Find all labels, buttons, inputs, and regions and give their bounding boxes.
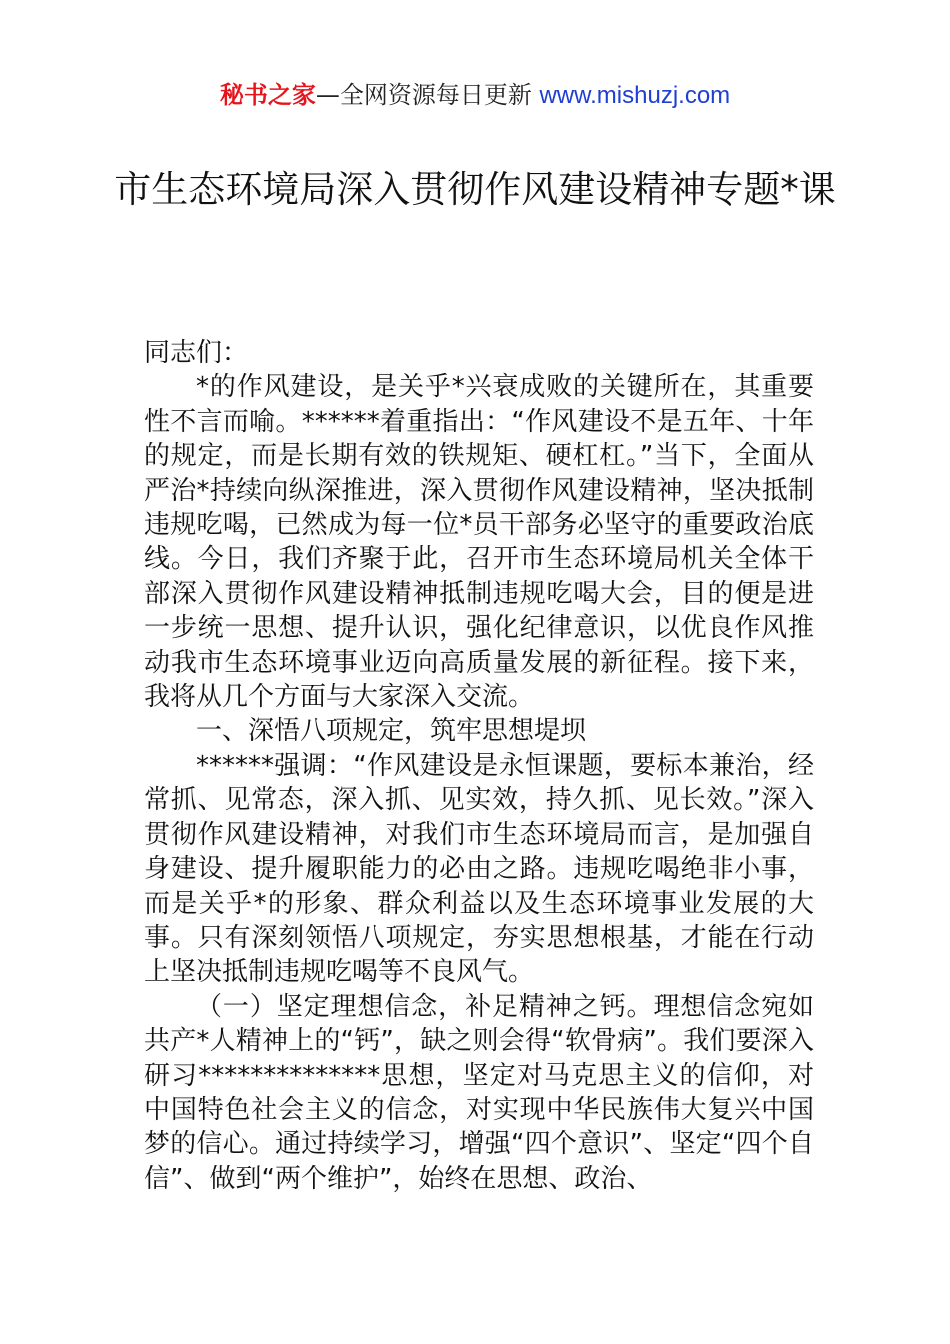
salutation: 同志们： xyxy=(144,338,249,368)
site-header xyxy=(0,78,950,113)
paragraph-section-1: ******强调：“作风建设是永恒课题，要标本兼治，经常抓、见常态，深入抓、见实效，持久抓、见长效。”深入贯彻作风建设精神，对我们市生态环境局而言，是加强自身建设、提升履职能力的必由之路。违规吃喝绝非小事，而是关乎*的形象、群众利益以及生态环境事业发展的大事。只有深刻领悟八项规定，夯实思想根基，才能在行动上坚决抵制违规吃喝等不良风气。 xyxy=(144,750,814,988)
section-heading-1: 一、深悟八项规定，筑牢思想堤坝 xyxy=(196,716,587,747)
document-body xyxy=(144,336,814,1196)
paragraph-subsection-1: （一）坚定理想信念，补足精神之钙。理想信念宛如共产*人精神上的“钙”，缺之则会得“软骨病”。我们要深入研习**************思想，坚定对马克思主义的信仰，对中国特色社会主义的信念，对实现中华民族伟大复兴中国梦的信心。通过持续学习，增强“四个意识”、坚定“四个自信”、做到“两个维护”，始终在思想、政治、 xyxy=(144,991,814,1194)
brand-name: 秘书之家 xyxy=(219,81,316,109)
site-url-link[interactable]: www.mishuzj.com xyxy=(539,82,731,109)
site-tagline: —全网资源每日更新 xyxy=(315,81,540,109)
paragraph-intro: *的作风建设，是关乎*兴衰成败的关键所在，其重要性不言而喻。******着重指出：“作风建设不是五年、十年的规定，而是长期有效的铁规矩、硬杠杠。”当下，全面从严治*持续向纵深推进，深入贯彻作风建设精神，坚决抵制违规吃喝，已然成为每一位*员干部务必坚守的重要政治底线。今日，我们齐聚于此，召开市生态环境局机关全体干部深入贯彻作风建设精神抵制违规吃喝大会，目的便是进一步统一思想、提升认识，强化纪律意识，以优良作风推动我市生态环境事业迈向高质量发展的新征程。接下来，我将从几个方面与大家深入交流。 xyxy=(144,372,814,713)
document-title: 市生态环境局深入贯彻作风建设精神专题*课 xyxy=(114,168,836,211)
